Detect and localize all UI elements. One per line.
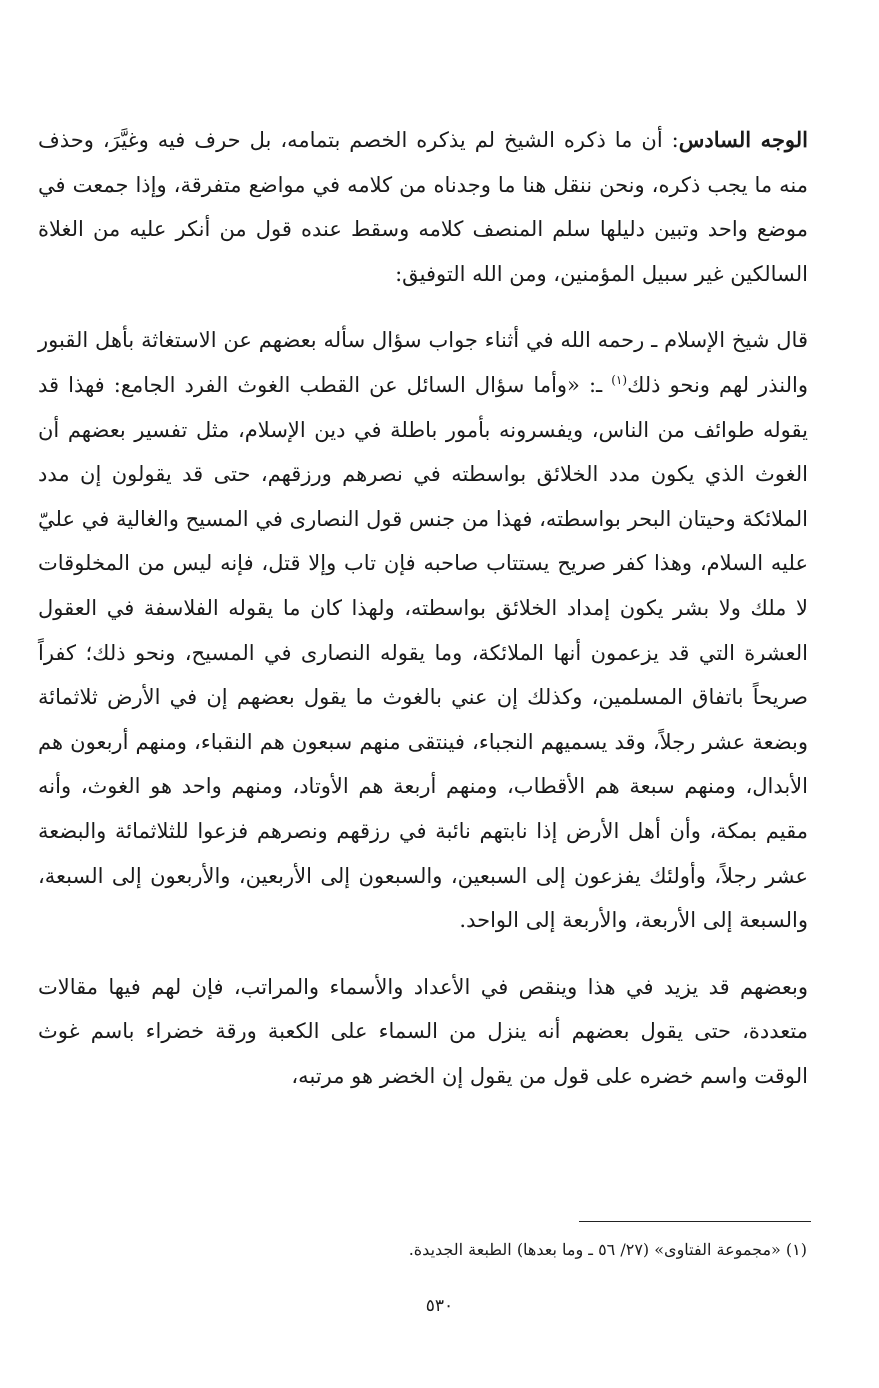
footnote-separator	[579, 1221, 811, 1222]
paragraph-2	[38, 318, 808, 942]
page-number: ٥٣٠	[425, 1296, 454, 1316]
paragraph-2-text-rest: ـ: «وأما سؤال السائل عن القطب الغوث الفرد الجامع: فهذا قد يقوله طوائف من الناس، ويفسرونه بأمور باطلة في دين الإسلام، مثل تفسير بعضهم أن الغوث الذي يكون مدد الخلائق بواسطته في نصرهم ورزقهم، حتى قد يقولون إن مدد الملائكة وحيتان البحر بواسطته، فهذا من جنس قول النصارى في المسيح والغالية في عليّ عليه السلام، وهذا كفر صريح يستتاب صاحبه فإن تاب وإلا قتل، فإنه ليس من المخلوقات لا ملك ولا بشر يكون إمداد الخلائق بواسطته، ولهذا كان ما يقوله الفلاسفة في العقول العشرة التي قد يزعمون أنها الملائكة، وما يقوله النصارى في المسيح، ونحو ذلك؛ كفراً صريحاً باتفاق المسلمين، وكذلك إن عني بالغوث ما يقول بعضهم إن في الأرض ثلاثمائة وبضعة عشر رجلاً، وقد يسميهم النجباء، فينتقى منهم سبعون هم النقباء، ومنهم أربعون هم الأبدال، ومنهم سبعة هم الأقطاب، ومنهم أربعة هم الأوتاد، ومنهم واحد هو الغوث، وأنه مقيم بمكة، وأن أهل الأرض إذا نابتهم نائبة في رزقهم ونصرهم فزعوا للثلاثمائة والبضعة عشر رجلاً، وأولئك يفزعون إلى السبعين، والسبعون إلى الأربعين، والأربعون إلى السبعة، والسبعة إلى الأربعة، والأربعة إلى الواحد.	[38, 372, 808, 933]
paragraph-3	[38, 965, 808, 1099]
section-heading-inline: الوجه السادس	[678, 127, 809, 152]
paragraph-1	[38, 118, 808, 296]
paragraph-3-text: وبعضهم قد يزيد في هذا وينقص في الأعداد والأسماء والمراتب، فإن لهم فيها مقالات متعددة، حتى يقول بعضهم أنه ينزل من السماء على الكعبة ورقة خضراء باسم غوث الوقت واسم خضره على قول من يقول إن الخضر هو مرتبه،	[38, 974, 808, 1088]
footnote-reference[interactable]: (١)	[611, 372, 628, 387]
page-body	[38, 118, 808, 1098]
paragraph-1-text: : أن ما ذكره الشيخ لم يذكره الخصم بتمامه، بل حرف فيه وغيَّرَ، وحذف منه ما يجب ذكره، ونحن ننقل هنا ما وجدناه من كلامه في مواضع متفرقة، وإذا جمعت في موضع واحد وتبين دليلها سلم المنصف كلامه وسقط عنده قول من أنكر عليه من الغلاة السالكين غير سبيل المؤمنين، ومن الله التوفيق:	[38, 128, 808, 286]
paragraph-2-text-start: قال شيخ الإسلام ـ رحمه الله في أثناء جواب سؤال سأله بعضهم عن الاستغاثة بأهل القبور والنذر لهم ونحو ذلك	[38, 328, 808, 397]
footnote: (١) «مجموعة الفتاوى» (٢٧/ ٥٦ ـ وما بعدها) الطبعة الجديدة.	[408, 1240, 807, 1259]
